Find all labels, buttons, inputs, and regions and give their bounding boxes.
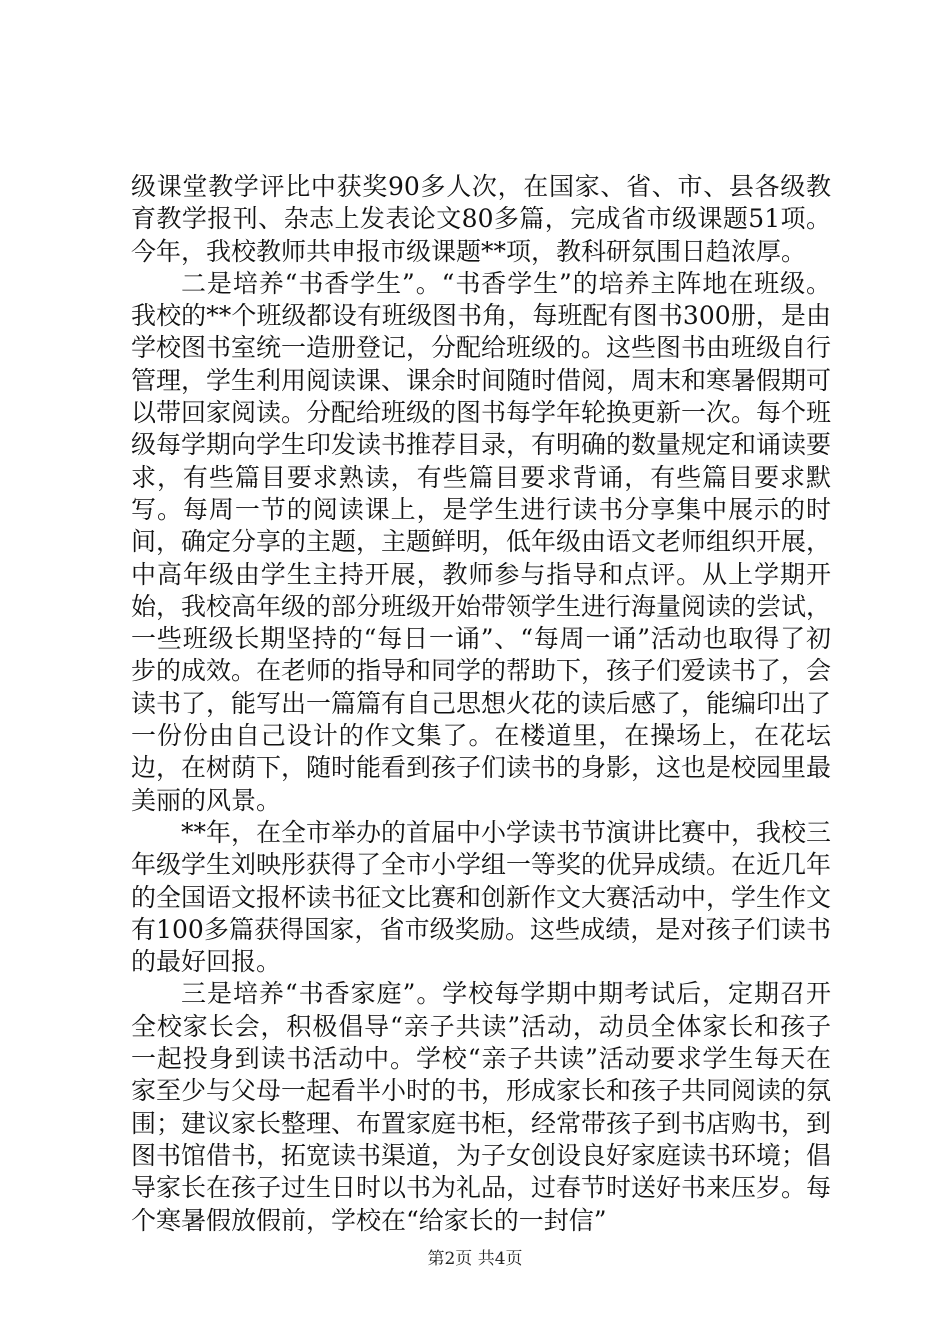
page-number-footer: 第2页 共4页 [427, 1249, 523, 1269]
paragraph-4: 三是培养“书香家庭”。学校每学期中期考试后，定期召开全校家长会，积极倡导“亲子共读”活动，动员全体家长和孩子一起投身到读书活动中。学校“亲子共读”活动要求学生每天在家至少与父母一起看半小时的书，形成家长和孩子共同阅读的氛围；建议家长整理、布置家庭书柜，经常带孩子到书店购书，到图书馆借书，拓宽读书渠道，为子女创设良好家庭读书环境；倡导家长在孩子过生日时以书为礼品，过春节时送好书来压岁。每个寒暑假放假前，学校在“给家长的一封信” [131, 979, 832, 1235]
paragraph-2: 二是培养“书香学生”。“书香学生”的培养主阵地在班级。我校的**个班级都设有班级图书角，每班配有图书300册，是由学校图书室统一造册登记，分配给班级的。这些图书由班级自行管理，学生利用阅读课、课余时间随时借阅，周末和寒暑假期可以带回家阅读。分配给班级的图书每学年轮换更新一次。每个班级每学期向学生印发读书推荐目录，有明确的数量规定和诵读要求，有些篇目要求熟读，有些篇目要求背诵，有些篇目要求默写。每周一节的阅读课上，是学生进行读书分享集中展示的时间，确定分享的主题，主题鲜明，低年级由语文老师组织开展，中高年级由学生主持开展，教师参与指导和点评。从上学期开始，我校高年级的部分班级开始带领学生进行海量阅读的尝试，一些班级长期坚持的“每日一诵”、“每周一诵”活动也取得了初步的成效。在老师的指导和同学的帮助下，孩子们爱读书了，会读书了，能写出一篇篇有自己思想火花的读后感了，能编印出了一份份由自己设计的作文集了。在楼道里，在操场上，在花坛边，在树荫下，随时能看到孩子们读书的身影，这也是校园里最美丽的风景。 [131, 268, 832, 815]
document-body [131, 171, 831, 1237]
paragraph-3: **年，在全市举办的首届中小学读书节演讲比赛中，我校三年级学生刘映彤获得了全市小学组一等奖的优异成绩。在近几年的全国语文报杯读书征文比赛和创新作文大赛活动中，学生作文有100多篇获得国家，省市级奖励。这些成绩，是对孩子们读书的最好回报。 [131, 817, 832, 977]
paragraph-1: 级课堂教学评比中获奖90多人次，在国家、省、市、县各级教育教学报刊、杂志上发表论文80多篇，完成省市级课题51项。今年，我校教师共申报市级课题**项，教科研氛围日趋浓厚。 [131, 172, 831, 266]
